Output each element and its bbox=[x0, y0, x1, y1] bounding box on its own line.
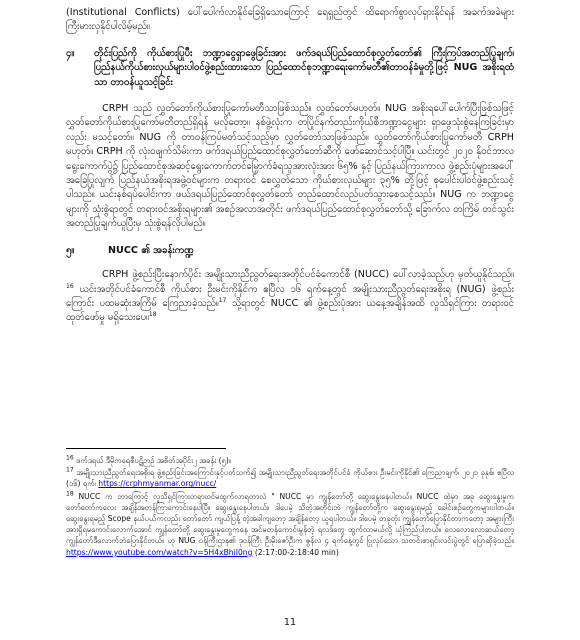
section-5-heading bbox=[66, 244, 514, 258]
footnote-16 bbox=[66, 455, 514, 466]
section-5-text-2: ယင်းအတိုင်ပင်ခံကောင်စီ ကိုယ်စား ဦးမင်းကိုနိုင်က ဧပြီလ ၁၆ ရက်နေ့တွင် အမျိုးသားညီညွတ်ရေးအစိုးရ (NUG) ဖွဲ့စည်းကြောင်း ပထမဆုံးအကြိမ် ကြေညာခဲ့သည်။ bbox=[66, 283, 514, 309]
footnote-ref-18[interactable]: 18 bbox=[148, 311, 157, 319]
footnote-18 bbox=[66, 491, 514, 558]
footnote-number: 18 bbox=[66, 490, 74, 498]
section-5-text-3: သို့ရာတွင် NUCC ၏ ဖွဲ့စည်းပုံအား ယနေ့အချိန်အထိ လူသိရှင်ကြား တရားဝင်ထုတ်ဖော်မှု မရှိသေးပေ။ bbox=[66, 297, 514, 324]
footnote-text: ဖက်ဒရယ် ဒီမိုကရေစီပဋိဉာဉ် အစိတ်အပိုင်း၂ အခန်း (၅)။ bbox=[76, 456, 232, 465]
footnote-17 bbox=[66, 467, 514, 489]
section-4-number: ၄။ bbox=[66, 47, 75, 59]
section-5-text-1: CRPH ဖွဲ့စည်းပြီးနောက်ပိုင်း အမျိုးသားညီညွတ်ရေးအတိုင်ပင်ခံကောင်စီ (NUCC) ပေါ်လာခဲ့သည်ဟု မှတ်ယူနိုင်သည်။ bbox=[102, 269, 514, 281]
footnotes bbox=[66, 448, 514, 559]
section-5-title: NUCC ၏ အခန်းကဏ္ဍ bbox=[108, 244, 194, 256]
footnote-link[interactable]: https://crphmyanmar.org/nucc/ bbox=[98, 479, 217, 489]
page-number: 11 bbox=[283, 617, 297, 628]
footnote-ref-17[interactable]: 17 bbox=[218, 296, 227, 304]
section-4-body: CRPH သည် လွှတ်တော်ကိုယ်စားပြုကော်မတီသာဖြစ်သည်။ လွှတ်တော်မဟုတ်။ NUG အစိုးရပေါ်ပေါက်ပြီးဖြစ်သဖြင့် လွှတ်တော်ကိုယ်စားပြုကော်မတီတည်ရှိရန် မလိုတော့။ နစ်ဖွဲ့လုံးက တပြိုင်နက်တည်းကိုယ်စီဘဏ္ဍာငွေများ ရှာဖွေသုံးစွဲနေကြခြင်းမှာလည်း မသင့်တော်။ NUG ကို တာဝန်ကြပ်မတ်သင့်သည့်မှာ လွှတ်တော်သာဖြစ်သည်။ လွှတ်တော်ကိုယ်စားပြုကော်မတီ CRPH မဟုတ်။ CRPH ကို လုံးဝဖျက်သိမ်းကာ ဖက်ဒရယ်ပြည်ထောင်စုလွှတ်တော်ဆီကို ဖော်ဆောင်သင့်ပါပြီ။ ယင်းတွင် ၂၀၂၀ နိုဝင်ဘာလရွေးကောက်ပွဲ၌ ပြည်ထောင်စုအဆင့်ရွေးကောက်တင်မြှောက်ခံရသူအားလုံးအား ၆၅% နှင့် ပြည်နယ်ကြားကာလ ဖွဲ့စည်းပုံများအပေါ်အခြေပြုလျက် ပြည်နယ်အစိုးရအဖွဲ့ဝင်များက တရားဝင် စေလွှတ်သော ကိုယ်စားလှယ်များ ၃၅% တို့ဖြင့် စုပေါင်းပါဝင်ဖွဲ့စည်းသင့်ပါသည်။ ယင်းနစ်ရပ်ပေါင်းကာ ဖယ်ဒရယ်ပြည်ထောင်စုလွှတ်တော် တည်ထောင်လည်ပတ်သွားစေသင့်သည်။ NUG က ဘဏ္ဍာငွေများကို သုံးစွဲရာတွင် တရားဝင်အစိုးရများ၏ အစဉ်အလာအတိုင်း ဖက်ဒရယ်ပြည်ထောင်စုလွှတ်တော်သို့ ခြောက်လ တကြိမ် တင်သွင်းအတည်ပြုချက်ယူပြီးမှ သုံးစွဲရန်လိုပါမည်။ bbox=[66, 103, 514, 230]
section-5-number: ၅။ bbox=[66, 244, 75, 256]
footnote-link[interactable]: https://www.youtube.com/watch?v=5H4xBhiI0ng bbox=[66, 547, 253, 557]
intro-paragraph: (Institutional Conflicts) ပေါ်ပေါက်လာနိုင်ခြေရှိသောကြောင့် ရေရှည်တွင် ထိရောက်စွာလုပ်ရှားနိုင်ရန် အခက်အခဲများ ကြီးမားလှနိုင်ပါလိမ့်မည်။ bbox=[66, 7, 514, 33]
footnote-ref-16[interactable]: 16 bbox=[66, 282, 74, 290]
footnote-text: NUCC က ဘာကြောင့် လူသိရှင်ကြားတရားဝင်မထွက်လာရတာလဲ " NUCC မှာ ကျွန်တော်တို့ ဆွေးနွေးနေပါတယ်။ NUCC ထဲမှာ အခု ဆွေးနွေးမှုက တော်တော်ကလေး အချိန်အတန်ကြာကောင်းနေပါပြီ။ ဆွေးနွေးနေပါတယ်။ ဒါပေမဲ့ သိတဲ့အတိုင်းဘဲ ကျွန်တော်တို့က ဆွေးနွေးရမည့် ခေါင်းစဉ်တွေကများပါတယ်။ ဆွေးနွေးရမည့် Scope နယ်ပယ်ကလည်း တော်တော် ကျယ်ပြန့် တဲ့အခါကျတော့ အချိန်တော့ ယူရပါတယ်။ ဒါပေမဲ့ တခုတုံး ကျွန်တော်ပြောနိုင်တာကတော့ အများကြီး အားရှိရမကောင်းလောက်အောင် ကျွန်တော်တို့ ဆွေးနွေးမှုတွေကနေ အင်မတန်ကောင်းမွန်တဲ့ ရလဒ်တွေ ထွက်လာမယ်လို့ ယုံကြည်ပါတယ်။ လေလောလောဆယ်တော့ ကျွန်တော်ဒီလောက်ဘဲပြောနိုင်တယ်။ ဟု NUG ဝန်ကြီးဌာန၏ ဒုဝန်ကြီး ဦးမိုးဇော်ဦးက ဇွန်လ ၄ ရက်နေ့တွင် ပြုလုပ်သော သတင်းစာရှင်းလင်းပွဲတွင် ပြောဆိုခဲ့သည်။ bbox=[66, 491, 514, 546]
footnote-tail: (2:17:00-2:18:40 min) bbox=[252, 547, 339, 557]
footnote-number: 17 bbox=[66, 466, 74, 474]
section-5-body bbox=[66, 268, 514, 326]
section-4-title: တိုင်းပြည်ကို ကိုယ်စားပြုပီး ဘဏ္ဍာငွေရှာဖွေခြင်းအား ဖက်ဒရယ်ပြည်ထောင်စုလွှတ်တော်၏ ကြီးကြပ်အတည်ပြုချက်၊ ပြည်နယ်ကိုယ်စားလှယ်များပါဝင်ဖွဲ့စည်းထားသော ပြည်ထောင်စုဘဏ္ဍာရေးကော်မတီ၏တာဝန်ခံမှုတို့ဖြင့် NUG အစိုးရထံသာ တာဝန်ယူသင့်ခြင်း bbox=[94, 47, 514, 88]
footnote-divider bbox=[66, 448, 226, 449]
footnote-text: အမျိုးသားညီညွတ်ရေးအစိုးရ ဖွဲ့စည်းခြင်းအကြောင်းနှင့်ပတ်သက်၍ အမျိုးသားညီညွတ်ရေးအတိုင်ပင်ခံ ကိုယ်စား ဦးမင်းကိုနိုင်၏ ကြေညာချက်၊ ၂၀၂၁ ခုနှစ်၊ ဧပြီလ (၁၆) ရက်၊ bbox=[66, 468, 514, 489]
section-4-heading bbox=[66, 47, 514, 90]
footnote-number: 16 bbox=[66, 454, 74, 462]
